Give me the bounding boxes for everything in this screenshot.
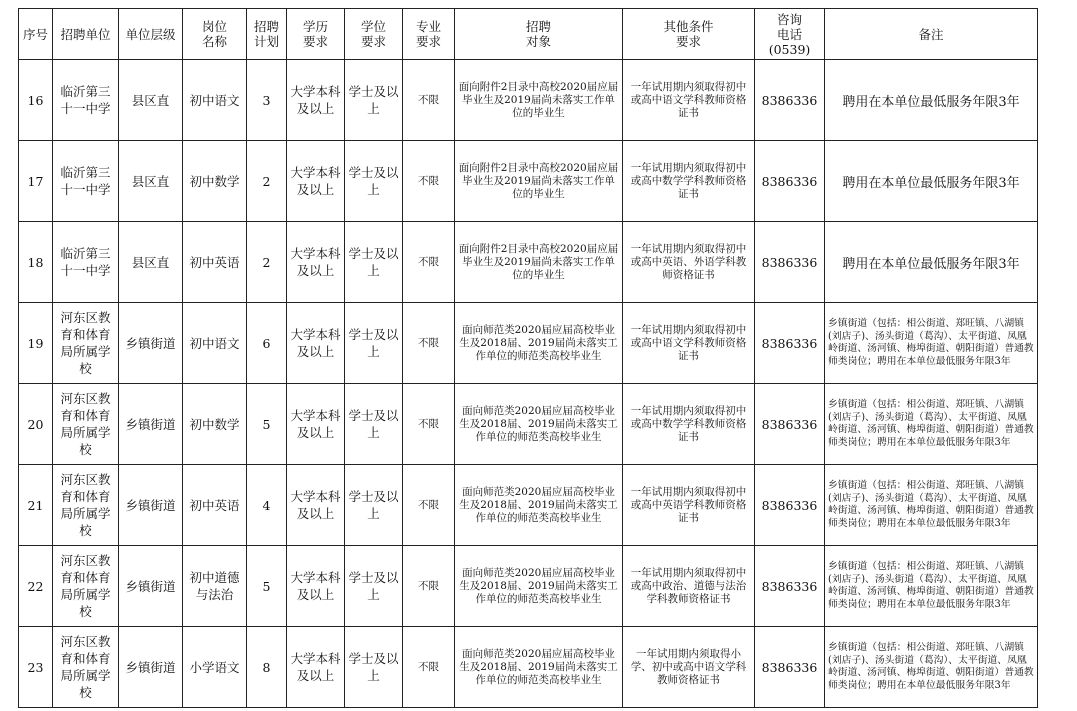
cell-unit: 河东区教育和体育局所属学校 <box>53 384 119 465</box>
cell-target: 面向师范类2020届应届高校毕业生及2018届、2019届尚未落实工作单位的师范类高校毕业生 <box>455 546 623 627</box>
cell-edu: 大学本科及以上 <box>287 222 345 303</box>
cell-no: 16 <box>19 60 53 141</box>
cell-phone: 8386336 <box>755 60 825 141</box>
cell-level: 乡镇街道 <box>119 465 183 546</box>
cell-note: 聘用在本单位最低服务年限3年 <box>825 141 1038 222</box>
cell-no: 22 <box>19 546 53 627</box>
cell-other: 一年试用期内须取得初中或高中数学学科教师资格证书 <box>623 384 755 465</box>
cell-edu: 大学本科及以上 <box>287 627 345 708</box>
header-col-note <box>825 9 1038 60</box>
cell-other: 一年试用期内须取得初中或高中英语学科教师资格证书 <box>623 465 755 546</box>
cell-post: 初中英语 <box>183 222 247 303</box>
cell-no: 23 <box>19 627 53 708</box>
cell-post: 初中道德与法治 <box>183 546 247 627</box>
header-col-other <box>623 9 755 60</box>
cell-plan: 2 <box>247 222 287 303</box>
cell-phone: 8386336 <box>755 141 825 222</box>
cell-major: 不限 <box>403 60 455 141</box>
cell-target: 面向附件2目录中高校2020届应届毕业生及2019届尚未落实工作单位的毕业生 <box>455 60 623 141</box>
cell-post: 初中数学 <box>183 141 247 222</box>
recruitment-table <box>18 8 1038 708</box>
cell-post: 初中语文 <box>183 60 247 141</box>
cell-degree: 学士及以上 <box>345 141 403 222</box>
cell-degree: 学士及以上 <box>345 546 403 627</box>
header-line: 学历 <box>302 19 328 34</box>
cell-major: 不限 <box>403 222 455 303</box>
cell-level: 县区直 <box>119 60 183 141</box>
cell-note: 乡镇街道（包括：相公街道、郑旺镇、八湖镇(刘店子)、汤头街道（葛沟）、太平街道、凤凰岭街道、汤河镇、梅埠街道、朝阳街道）普通教师类岗位；聘用在本单位最低服务年限3年 <box>825 546 1038 627</box>
cell-major: 不限 <box>403 303 455 384</box>
header-col-target <box>455 9 623 60</box>
cell-other: 一年试用期内须取得初中或高中语文学科教师资格证书 <box>623 60 755 141</box>
cell-plan: 6 <box>247 303 287 384</box>
cell-degree: 学士及以上 <box>345 60 403 141</box>
cell-other: 一年试用期内须取得初中或高中英语、外语学科教师资格证书 <box>623 222 755 303</box>
cell-unit: 临沂第三十一中学 <box>53 222 119 303</box>
cell-target: 面向师范类2020届应届高校毕业生及2018届、2019届尚未落实工作单位的师范类高校毕业生 <box>455 465 623 546</box>
cell-edu: 大学本科及以上 <box>287 465 345 546</box>
header-line: (0539) <box>768 41 811 57</box>
cell-unit: 河东区教育和体育局所属学校 <box>53 465 119 546</box>
cell-degree: 学士及以上 <box>345 627 403 708</box>
cell-other: 一年试用期内须取得初中或高中政治、道德与法治学科教师资格证书 <box>623 546 755 627</box>
cell-post: 初中数学 <box>183 384 247 465</box>
cell-note: 聘用在本单位最低服务年限3年 <box>825 222 1038 303</box>
cell-level: 乡镇街道 <box>119 384 183 465</box>
table-row <box>19 465 1038 546</box>
cell-plan: 3 <box>247 60 287 141</box>
cell-post: 初中英语 <box>183 465 247 546</box>
cell-level: 乡镇街道 <box>119 546 183 627</box>
header-line: 要求 <box>415 34 441 49</box>
cell-unit: 河东区教育和体育局所属学校 <box>53 627 119 708</box>
header-col-level <box>119 9 183 60</box>
cell-degree: 学士及以上 <box>345 303 403 384</box>
cell-edu: 大学本科及以上 <box>287 141 345 222</box>
header-col-no <box>19 9 53 60</box>
cell-edu: 大学本科及以上 <box>287 384 345 465</box>
header-line: 要求 <box>302 34 328 49</box>
header-line: 单位层级 <box>125 26 176 42</box>
cell-target: 面向师范类2020届应届高校毕业生及2018届、2019届尚未落实工作单位的师范类高校毕业生 <box>455 627 623 708</box>
cell-note: 乡镇街道（包括：相公街道、郑旺镇、八湖镇(刘店子)、汤头街道（葛沟）、太平街道、凤凰岭街道、汤河镇、梅埠街道、朝阳街道）普通教师类岗位；聘用在本单位最低服务年限3年 <box>825 465 1038 546</box>
cell-degree: 学士及以上 <box>345 384 403 465</box>
cell-edu: 大学本科及以上 <box>287 303 345 384</box>
cell-plan: 4 <box>247 465 287 546</box>
cell-degree: 学士及以上 <box>345 465 403 546</box>
header-col-post <box>183 9 247 60</box>
header-col-degree <box>345 9 403 60</box>
cell-phone: 8386336 <box>755 465 825 546</box>
header-line: 要求 <box>675 34 701 49</box>
header-line: 招聘单位 <box>60 26 111 42</box>
header-line: 其他条件 <box>663 19 714 34</box>
cell-note: 乡镇街道（包括：相公街道、郑旺镇、八湖镇(刘店子)、汤头街道（葛沟）、太平街道、凤凰岭街道、汤河镇、梅埠街道、朝阳街道）普通教师类岗位；聘用在本单位最低服务年限3年 <box>825 384 1038 465</box>
cell-no: 19 <box>19 303 53 384</box>
cell-major: 不限 <box>403 141 455 222</box>
cell-unit: 临沂第三十一中学 <box>53 141 119 222</box>
cell-edu: 大学本科及以上 <box>287 60 345 141</box>
cell-level: 乡镇街道 <box>119 303 183 384</box>
cell-major: 不限 <box>403 384 455 465</box>
cell-unit: 河东区教育和体育局所属学校 <box>53 546 119 627</box>
cell-plan: 5 <box>247 546 287 627</box>
table-row <box>19 546 1038 627</box>
header-line: 招聘 <box>253 19 279 34</box>
cell-no: 20 <box>19 384 53 465</box>
header-line: 对象 <box>525 34 551 49</box>
cell-target: 面向附件2目录中高校2020届应届毕业生及2019届尚未落实工作单位的毕业生 <box>455 141 623 222</box>
header-line: 名称 <box>201 34 227 49</box>
cell-note: 乡镇街道（包括：相公街道、郑旺镇、八湖镇(刘店子)、汤头街道（葛沟）、太平街道、凤凰岭街道、汤河镇、梅埠街道、朝阳街道）普通教师类岗位；聘用在本单位最低服务年限3年 <box>825 627 1038 708</box>
cell-unit: 临沂第三十一中学 <box>53 60 119 141</box>
header-col-phone <box>755 9 825 60</box>
cell-target: 面向师范类2020届应届高校毕业生及2018届、2019届尚未落实工作单位的师范类高校毕业生 <box>455 303 623 384</box>
header-line: 专业 <box>415 19 441 34</box>
header-col-major <box>403 9 455 60</box>
cell-phone: 8386336 <box>755 222 825 303</box>
header-line: 电话 <box>776 26 802 42</box>
cell-other: 一年试用期内须取得初中或高中数学学科教师资格证书 <box>623 141 755 222</box>
table-body <box>19 60 1038 708</box>
header-col-unit <box>53 9 119 60</box>
cell-target: 面向师范类2020届应届高校毕业生及2018届、2019届尚未落实工作单位的师范类高校毕业生 <box>455 384 623 465</box>
table-row <box>19 60 1038 141</box>
cell-phone: 8386336 <box>755 303 825 384</box>
cell-post: 初中语文 <box>183 303 247 384</box>
cell-note: 乡镇街道（包括：相公街道、郑旺镇、八湖镇(刘店子)、汤头街道（葛沟）、太平街道、凤凰岭街道、汤河镇、梅埠街道、朝阳街道）普通教师类岗位；聘用在本单位最低服务年限3年 <box>825 303 1038 384</box>
cell-level: 乡镇街道 <box>119 627 183 708</box>
header-line: 计划 <box>253 34 279 49</box>
cell-phone: 8386336 <box>755 627 825 708</box>
cell-other: 一年试用期内须取得小学、初中或高中语文学科教师资格证书 <box>623 627 755 708</box>
cell-major: 不限 <box>403 465 455 546</box>
cell-plan: 8 <box>247 627 287 708</box>
header-row <box>19 9 1038 60</box>
cell-level: 县区直 <box>119 141 183 222</box>
header-col-plan <box>247 9 287 60</box>
cell-no: 21 <box>19 465 53 546</box>
table-row <box>19 222 1038 303</box>
header-line: 招聘 <box>525 19 551 34</box>
header-line: 岗位 <box>201 19 227 34</box>
cell-major: 不限 <box>403 546 455 627</box>
cell-plan: 5 <box>247 384 287 465</box>
cell-target: 面向附件2目录中高校2020届应届毕业生及2019届尚未落实工作单位的毕业生 <box>455 222 623 303</box>
cell-no: 18 <box>19 222 53 303</box>
cell-edu: 大学本科及以上 <box>287 546 345 627</box>
cell-plan: 2 <box>247 141 287 222</box>
table-row <box>19 303 1038 384</box>
header-line: 备注 <box>918 26 944 42</box>
table-row <box>19 627 1038 708</box>
header-line: 序号 <box>22 26 48 42</box>
cell-unit: 河东区教育和体育局所属学校 <box>53 303 119 384</box>
cell-phone: 8386336 <box>755 384 825 465</box>
header-line: 咨询 <box>776 11 802 27</box>
header-line: 学位 <box>360 19 386 34</box>
cell-major: 不限 <box>403 627 455 708</box>
cell-other: 一年试用期内须取得初中或高中语文学科教师资格证书 <box>623 303 755 384</box>
table-row <box>19 141 1038 222</box>
cell-no: 17 <box>19 141 53 222</box>
cell-degree: 学士及以上 <box>345 222 403 303</box>
cell-post: 小学语文 <box>183 627 247 708</box>
cell-phone: 8386336 <box>755 546 825 627</box>
header-line: 要求 <box>360 34 386 49</box>
table-row <box>19 384 1038 465</box>
cell-level: 县区直 <box>119 222 183 303</box>
header-col-edu <box>287 9 345 60</box>
cell-note: 聘用在本单位最低服务年限3年 <box>825 60 1038 141</box>
